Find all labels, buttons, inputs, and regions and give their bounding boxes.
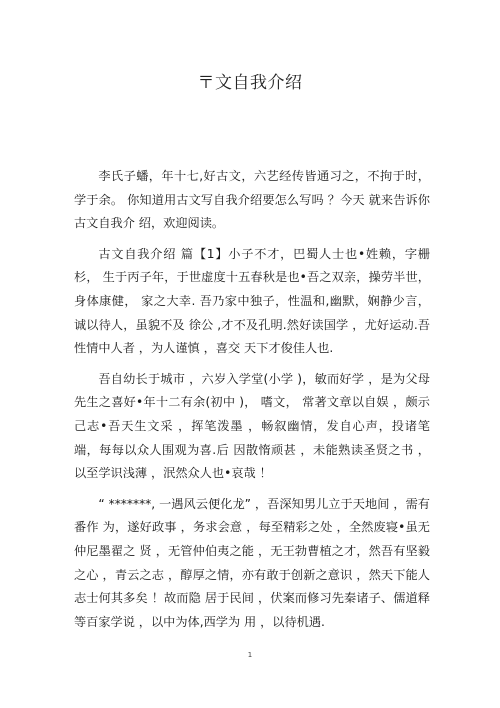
document-title: 〒文自我介绍 [197, 73, 303, 93]
page-number: 1 [247, 651, 253, 659]
paragraph-self-introduction: 古文自我介绍 篇【1】小子不才，巴蜀人士也•姓赖，字栅杉， 生于丙子年，于世虚度十五春秋是也•吾之双亲，操劳半世，身体康健， 家之大幸. 吾乃家中独子，性温和,幽默，娴静少言，诚以待人，虽貌不及 徐公 ,才不及孔明.然好读国学 ，尤好运动.吾性情中人者 ，为人谨慎 ，喜交 天下才俊佳人也. [74, 246, 430, 356]
paragraph-ambition: “ *******, 一遇风云便化龙” ，吾深知男儿立于天地间 ，需有番作 为，遂好政事 ，务求会意 ，每至精彩之处 ，全然废寝•虽无仲尼墨翟之 贤 ，无管仲伯夷之能 ，无王勃曹植之才，然吾有坚毅之心 ，青云之志 ，醇厚之情，亦有敢于创新之意识 ，然天下能人志士何其多矣 ！故而隐 居于民间 ，伏案而修习先秦诸子、儒道释等百家学说 ，以中为体,西学为 用 ，以待机遇. [74, 496, 430, 629]
document-body [74, 165, 430, 641]
paragraph-childhood: 吾自幼长于城市 ，六岁入学堂(小学 )，敏而好学 ，是为父母先生之喜好•年十二有余(初中 )， 嗜文， 常著文章以自娱 ，颇示己志•吾天生文采 ，挥笔泼墨 ，畅叙幽情，发自心声，投诸笔端，每每以众人围观为喜.后 因散惰顽甚 ，未能熟读圣贤之书 ，以至学识浅薄 ，泯然众人也•哀哉 ！ [74, 371, 430, 481]
paragraph-intro: 李氏子蟠，年十七,好古文，六艺经传皆通习之，不拘于时，学于余。 你知道用古文写自我介绍要怎么写吗 ？今天 就来告诉你古文自我介 绍，欢迎阅读。 [74, 169, 430, 231]
